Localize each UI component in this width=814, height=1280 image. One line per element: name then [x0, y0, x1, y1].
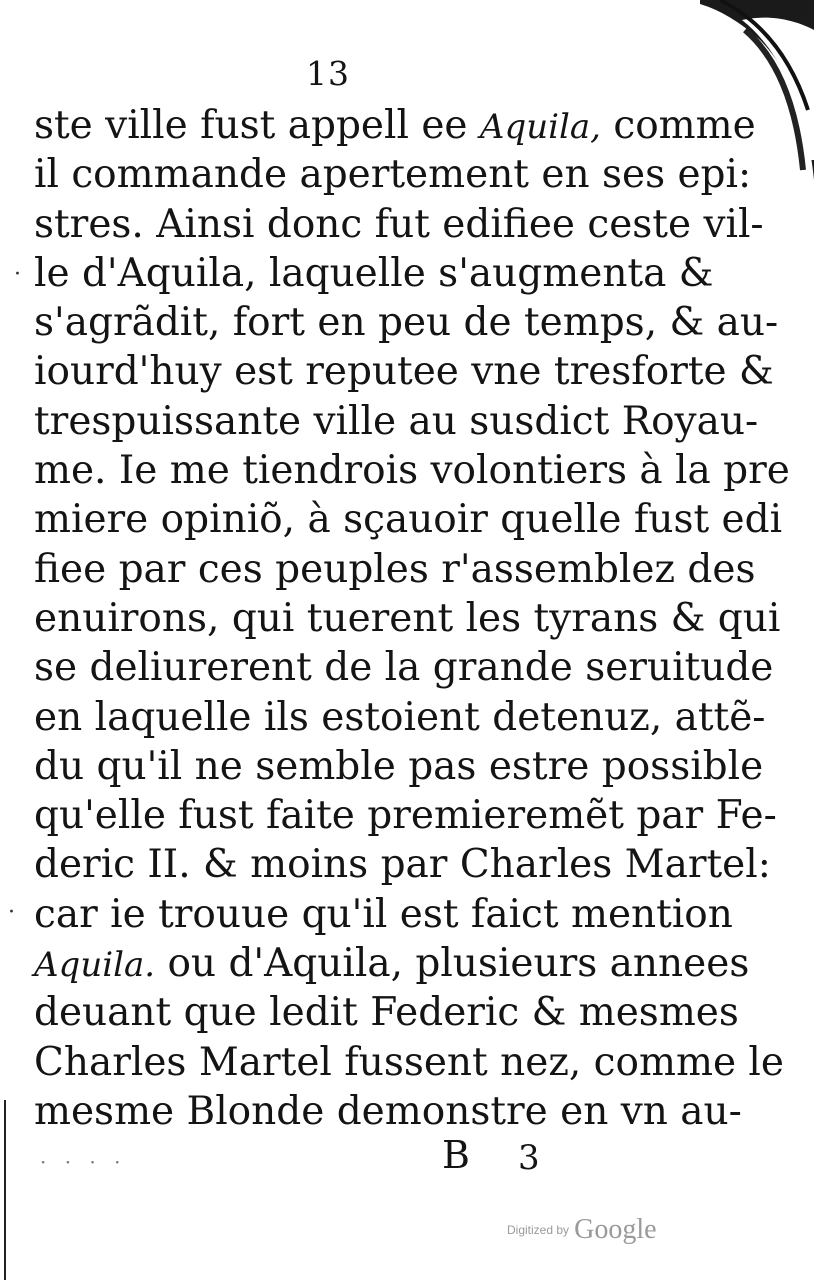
- text-line-18: Aquila. ou d'Aquila, plusieurs annees: [34, 941, 750, 987]
- page-number: 13: [306, 54, 350, 93]
- text-line-20: Charles Martel fussent nez, comme le: [34, 1039, 784, 1085]
- text-line-17: car ie trouue qu'il est faict mention: [34, 891, 733, 937]
- text-line-4: le d'Aquila, laquelle s'augmenta &: [34, 250, 714, 296]
- body-text: [34, 101, 790, 1136]
- page-binding-edge: [0, 1100, 12, 1280]
- text-line-19: deuant que ledit Federic & mesmes: [34, 990, 739, 1036]
- bleed-through-marks: · · · ·: [40, 1150, 127, 1174]
- text-line-6: iourd'huy est reputee vne tresforte &: [34, 349, 774, 395]
- text-line-10: fiee par ces peuples r'assemblez des: [34, 546, 756, 592]
- text-line-14: du qu'il ne semble pas estre possible: [34, 743, 764, 789]
- text-line-7: trespuissante ville au susdict Royau-: [34, 398, 759, 444]
- text-line-8: me. Ie me tiendrois volontiers à la pre: [34, 448, 790, 494]
- text-line-5: s'agrãdit, fort en peu de temps, & au-: [34, 300, 779, 346]
- text-line-16: deric II. & moins par Charles Martel:: [34, 842, 771, 888]
- signature-number: 3: [518, 1138, 540, 1178]
- italic-word: Aquila.: [34, 945, 156, 986]
- text-line-21: mesme Blonde demonstre en vn au-: [34, 1088, 742, 1134]
- text-line-12: se deliurerent de la grande seruitude: [34, 645, 774, 691]
- signature-letter: B: [442, 1133, 470, 1177]
- watermark-prefix: Digitized by: [507, 1223, 570, 1237]
- margin-mark: ·: [8, 900, 15, 925]
- margin-mark: ·: [14, 262, 21, 287]
- italic-word: Aquila,: [479, 107, 601, 147]
- text-line-11: enuirons, qui tuerent les tyrans & qui: [34, 595, 781, 641]
- text-line-9: miere opiniõ, à sçauoir quelle fust edi: [34, 497, 783, 543]
- text-line-13: en laquelle ils estoient detenuz, attẽ-: [34, 694, 766, 740]
- google-logo: Google: [574, 1214, 657, 1245]
- digitized-watermark: [507, 1214, 657, 1246]
- text-line-1: ste ville fust appell ee Aquila, comme: [34, 103, 756, 148]
- text-line-2: il commande apertement en ses epi:: [34, 152, 752, 198]
- text-line-3: stres. Ainsi donc fut edifiee ceste vil-: [34, 201, 764, 247]
- text-line-15: qu'elle fust faite premieremẽt par Fe-: [34, 793, 777, 839]
